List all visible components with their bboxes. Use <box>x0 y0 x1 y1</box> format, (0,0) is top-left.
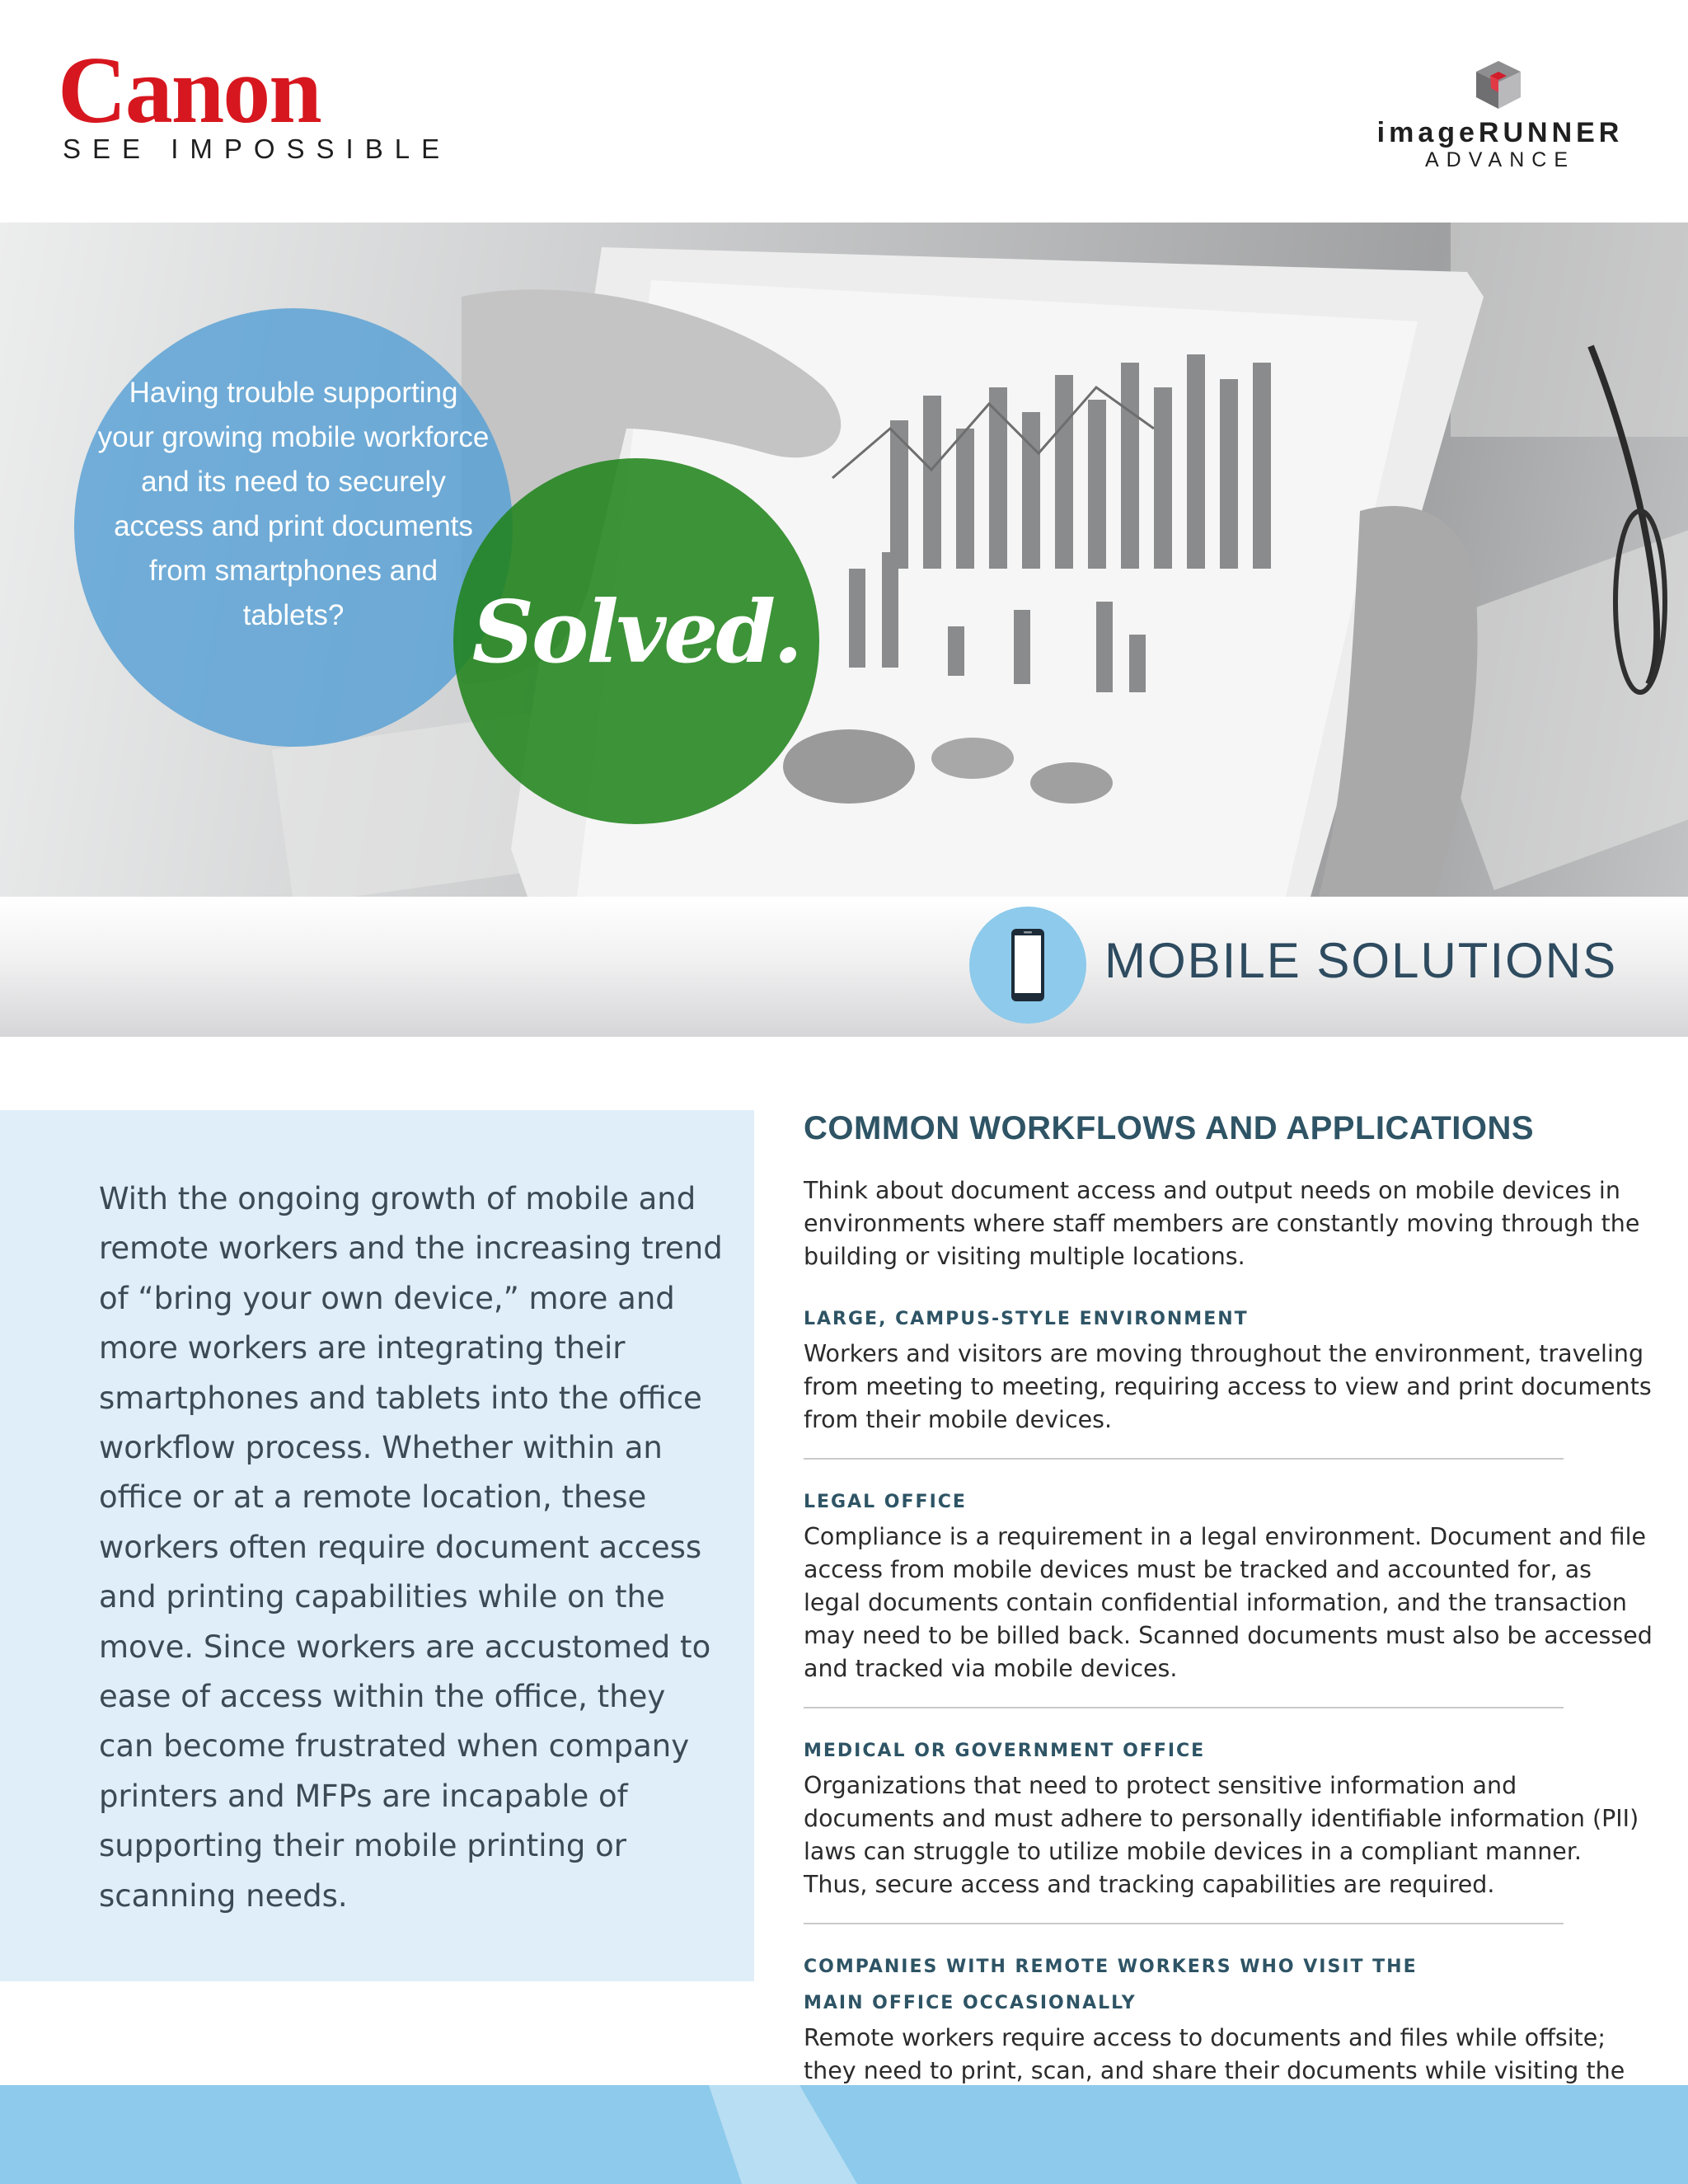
smartphone-icon <box>969 907 1086 1024</box>
divider <box>804 1923 1564 1924</box>
footer-graphic <box>0 2085 1688 2184</box>
product-subname: ADVANCE <box>1424 148 1575 171</box>
workflow-item <box>804 1733 1653 1901</box>
brand-tagline: SEE IMPOSSIBLE <box>63 134 452 164</box>
hero-answer: Solved. <box>471 581 801 682</box>
workflow-heading: LARGE, CAMPUS-STYLE ENVIRONMENT <box>804 1309 1249 1329</box>
intro-text: With the ongoing growth of mobile and remote workers and the increasing trend of “bring your own device,” more and more workers are integrating their smartphones and tablets into the office workflow process. Whether within an office or at a remote location, these workers often require document access and printing capabilities while on the move. Since workers are accustomed to ease of access within the office, they can become frustrated when company printers and MFPs are incapable of supporting their mobile printing or scanning needs. <box>99 1181 723 1914</box>
phone-badge <box>969 907 1086 1024</box>
divider <box>804 1707 1564 1708</box>
section-title: MOBILE SOLUTIONS <box>1104 933 1618 988</box>
canon-logo: Canon <box>58 38 321 143</box>
workflows-title: COMMON WORKFLOWS AND APPLICATIONS <box>804 1110 1535 1146</box>
workflow-text: Organizations that need to protect sensitive information and documents and must adhere to personally identifiable information (PII) laws can struggle to utilize mobile devices in a compliant manner. Thus, secure access and tracking capabilities are required. <box>804 1772 1639 1898</box>
workflows-lead: Think about document access and output needs on mobile devices in environments where staff members are constantly moving through the building or visiting multiple locations. <box>804 1177 1640 1270</box>
workflow-text: Workers and visitors are moving throughout the environment, traveling from meeting to meeting, requiring access to view and print documents from their mobile devices. <box>804 1340 1652 1433</box>
workflow-heading: COMPANIES WITH REMOTE WORKERS WHO VISIT THE MAIN OFFICE OCCASIONALLY <box>804 1957 1418 2013</box>
workflow-item <box>804 1484 1653 1685</box>
hero-question: Having trouble supporting your growing mobile workforce and its need to securely access and print documents from smartphones and tablets? <box>97 377 490 631</box>
product-name: imageRUNNER <box>1376 117 1624 148</box>
imagerunner-cube-icon <box>1473 59 1524 110</box>
workflow-heading: LEGAL OFFICE <box>804 1492 967 1512</box>
workflow-text: Compliance is a requirement in a legal environment. Document and file access from mobile devices must be tracked and accounted for, as legal documents contain confidential information, and the transaction may need to be billed back. Scanned documents must also be accessed and tracked via mobile devices. <box>804 1523 1653 1682</box>
workflow-item <box>804 1301 1653 1436</box>
workflow-text: Remote workers require access to documents and files while offsite; they need to print, scan, and share their documents while visiting the <box>804 2024 1625 2084</box>
divider <box>804 1458 1564 1460</box>
workflow-heading: MEDICAL OR GOVERNMENT OFFICE <box>804 1741 1206 1761</box>
workflows-section <box>804 1110 1653 2121</box>
hero-banner <box>0 223 1688 897</box>
